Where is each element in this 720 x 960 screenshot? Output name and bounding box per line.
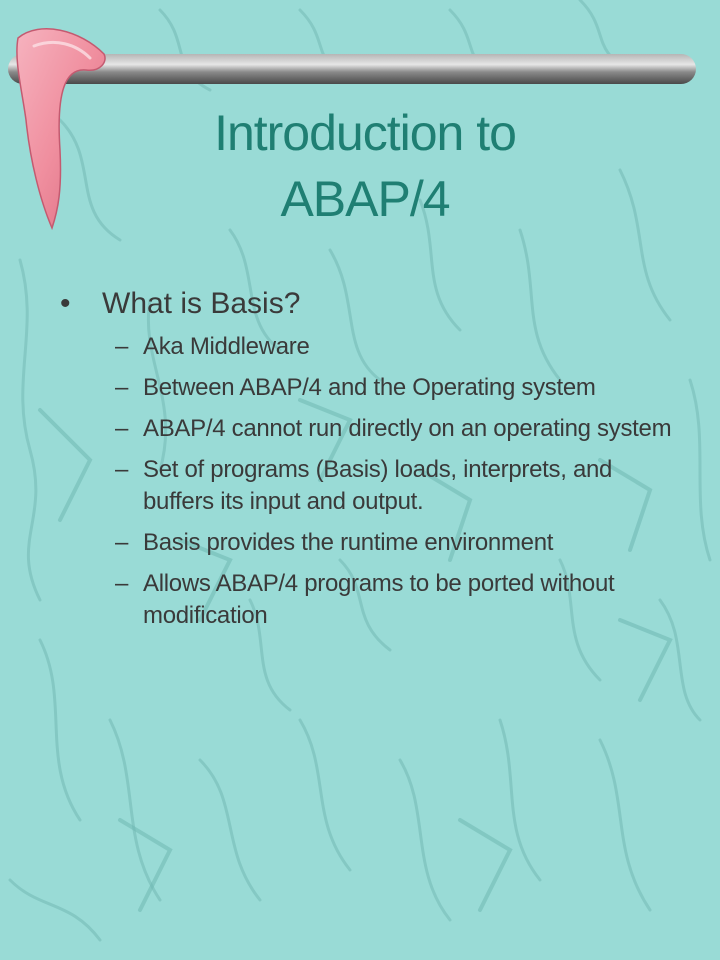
main-bullet (60, 285, 680, 323)
decorative-bar (8, 54, 696, 84)
sub-bullet (60, 331, 680, 363)
dash-marker: – (115, 374, 129, 401)
sub-bullet-text: Aka Middleware (143, 333, 310, 360)
sub-bullet-text: Set of programs (Basis) loads, interprets, and buffers its input and output. (143, 456, 613, 515)
title-line-2: ABAP/4 (280, 171, 450, 227)
sub-bullet (60, 372, 680, 404)
title-line-1: Introduction to (214, 105, 516, 161)
bullet-marker: • (60, 287, 71, 320)
sub-bullet-list (60, 331, 680, 632)
sub-bullet (60, 454, 680, 518)
boomerang-shape (17, 29, 105, 228)
sub-bullet-text: Between ABAP/4 and the Operating system (143, 374, 596, 401)
sub-bullet-text: Basis provides the runtime environment (143, 529, 554, 556)
dash-marker: – (115, 333, 129, 360)
sub-bullet (60, 568, 680, 632)
dash-marker: – (115, 570, 129, 597)
sub-bullet-text: Allows ABAP/4 programs to be ported without modification (143, 570, 615, 629)
main-bullet-text: What is Basis? (102, 287, 301, 320)
sub-bullet (60, 413, 680, 445)
slide-title (110, 100, 620, 232)
slide-body (60, 285, 680, 641)
dash-marker: – (115, 456, 129, 483)
dash-marker: – (115, 415, 129, 442)
dash-marker: – (115, 529, 129, 556)
sub-bullet-text: ABAP/4 cannot run directly on an operating system (143, 415, 672, 442)
sub-bullet (60, 527, 680, 559)
